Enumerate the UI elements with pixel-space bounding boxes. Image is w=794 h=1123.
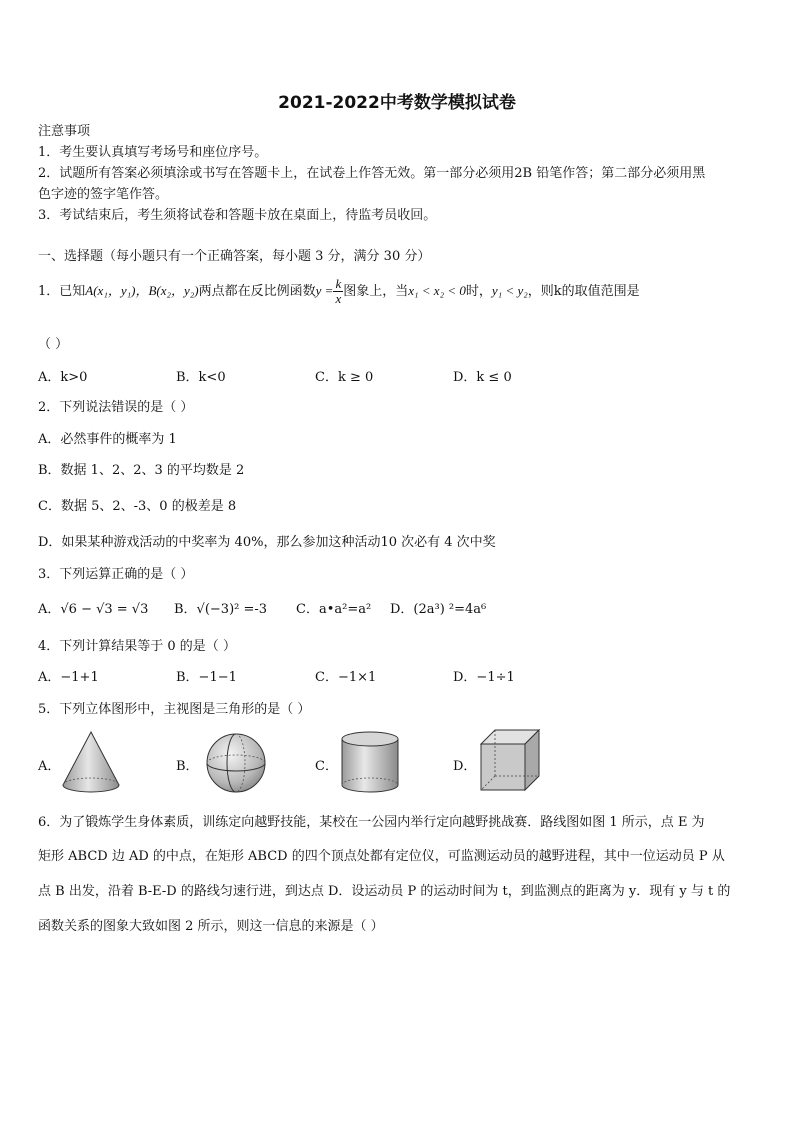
q5-option-b-label: B． [176, 759, 199, 774]
question-6-line-2: 矩形 ABCD 边 AD 的中点，在矩形 ABCD 的四个顶点处都有定位仪，可监测运动员的越野进程，其中一位运动员 P 从 [38, 849, 725, 864]
q1-cond2: y₁ < y₂ [491, 283, 528, 298]
cube-figure [479, 728, 541, 792]
q1-func-y: y = [315, 283, 334, 298]
question-6-line-4: 函数关系的图象大致如图 2 所示，则这一信息的来源是（ ） [38, 919, 384, 934]
q1-option-d: D．k ≤ 0 [453, 370, 512, 385]
q5-option-d-label: D． [453, 759, 477, 774]
notice-item-2: 2．试题所有答案必须填涂或书写在答题卡上，在试卷上作答无效。第一部分必须用2B 铅笔作答；第二部分必须用黑 [38, 166, 706, 181]
q5-option-a-label: A． [38, 759, 61, 774]
question-5-stem: 5．下列立体图形中，主视图是三角形的是（ ） [38, 702, 311, 717]
sphere-figure [205, 732, 267, 794]
section-heading: 一、选择题（每小题只有一个正确答案，每小题 3 分，满分 30 分） [38, 249, 431, 264]
q5-option-c-label: C． [315, 759, 338, 774]
notice-heading: 注意事项 [38, 124, 91, 139]
q2-option-c: C．数据 5、2、-3、0 的极差是 8 [38, 499, 237, 514]
q1-prefix: 1．已知 [38, 284, 86, 299]
q1-paren: （ ） [38, 337, 69, 352]
question-3-stem: 3．下列运算正确的是（ ） [38, 567, 194, 582]
q1-points: A(x₁，y₁)，B(x₂，y₂) [85, 283, 199, 298]
q4-option-b: B．−1−1 [176, 670, 237, 685]
q1-after: 图象上，当 [343, 284, 409, 299]
q1-fraction [333, 277, 343, 306]
q1-fraction-denominator: x [335, 291, 342, 306]
q4-option-a: A．−1+1 [38, 670, 99, 685]
q1-cond1: x₁ < x₂ < 0 [408, 283, 466, 298]
question-2-stem: 2．下列说法错误的是（ ） [38, 400, 194, 415]
q1-option-b: B．k<0 [176, 370, 226, 385]
q1-when: 时， [465, 284, 492, 299]
cylinder-figure [340, 730, 400, 794]
q2-option-d: D．如果某种游戏活动的中奖率为 40%，那么参加这种活动10 次必有 4 次中奖 [38, 535, 496, 550]
question-6-line-3: 点 B 出发，沿着 B-E-D 的路线匀速行进，到达点 D．设运动员 P 的运动时间为 t，到监测点的距离为 y．现有 y 与 t 的 [38, 884, 731, 899]
question-6-line-1: 6．为了锻炼学生身体素质，训练定向越野技能，某校在一公园内举行定向越野挑战赛．路线图如图 1 所示，点 E 为 [38, 815, 705, 830]
question-4-stem: 4．下列计算结果等于 0 的是（ ） [38, 639, 236, 654]
q3-option-a: A．√6 − √3 = √3 [38, 602, 149, 617]
cone-figure [60, 730, 122, 794]
q1-fraction-numerator: k [335, 276, 342, 291]
question-1-stem [38, 276, 640, 307]
notice-item-1: 1．考生要认真填写考场号和座位序号。 [38, 145, 268, 160]
q1-mid: 两点都在反比例函数 [198, 284, 316, 299]
q2-option-a: A．必然事件的概率为 1 [38, 432, 177, 447]
q3-option-b: B．√(−3)² =-3 [174, 602, 268, 617]
q3-option-c: C．a•a²=a² [296, 602, 372, 617]
page-title: 2021-2022中考数学模拟试卷 [278, 93, 516, 113]
q3-option-d: D．(2a³) ²=4a⁶ [390, 602, 487, 617]
q2-option-b: B．数据 1、2、2、3 的平均数是 2 [38, 463, 245, 478]
notice-item-3: 3．考试结束后，考生须将试卷和答题卡放在桌面上，待监考员收回。 [38, 208, 437, 223]
q1-end: ，则k的取值范围是 [527, 284, 640, 299]
q4-option-c: C．−1×1 [315, 670, 377, 685]
q4-option-d: D．−1÷1 [453, 670, 515, 685]
q1-option-a: A．k>0 [38, 370, 88, 385]
notice-item-2-cont: 色字迹的签字笔作答。 [38, 187, 169, 202]
q1-option-c: C．k ≥ 0 [315, 370, 374, 385]
